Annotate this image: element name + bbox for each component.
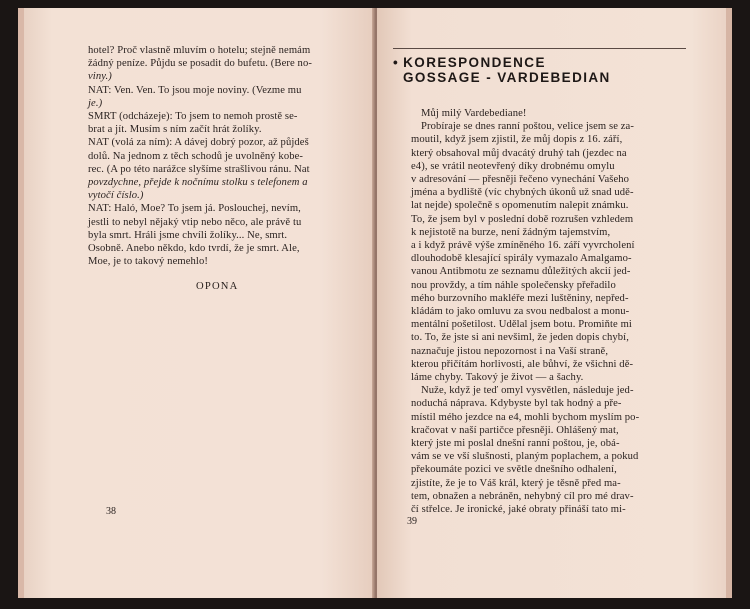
text-line: žádný peníze. Půjdu se posadit do bufetu. (Bere no-: [88, 58, 312, 70]
text-line: dlouhodobě klesající spirály vymazalo Amalgamo-: [411, 253, 632, 265]
text-line: jména a bydliště (víc chybných úkonů už snad udě-: [411, 187, 634, 199]
text-line: naznačuje jistou nepozornost i na Vaší straně,: [411, 345, 609, 357]
text-line: NAT: Ven. Ven. To jsou moje noviny. (Vezme mu: [88, 84, 302, 96]
text-line: rec. (A po této narážce slyšíme strašlivou ránu. Nat: [88, 163, 310, 175]
text-line: moutil, když jsem zjistil, že můj dopis z 16. září,: [411, 134, 623, 146]
text-line: v adresování — přesněji řečeno vynechání Vašeho: [411, 174, 630, 186]
left-page-text: [88, 44, 352, 268]
text-line: jestli to nebyl nějaký vtip nebo něco, ale právě tu: [88, 216, 302, 228]
text-line: Moe, je to takový nemehlo!: [88, 256, 208, 268]
text-line: e4), se vrátil neotevřený díky drobnému omylu: [411, 160, 615, 172]
text-line: SMRT (odcházeje): To jsem to nemoh prostě se-: [88, 111, 298, 123]
text-line: NAT (volá za ním): A dávej dobrý pozor, až půjdeš: [88, 137, 309, 149]
text-line: vám se ve vší slušnosti, planým poplachem, a pokud: [411, 451, 639, 463]
text-line: a i když právě výše zmíněného 16. září vyvrcholení: [411, 240, 635, 252]
text-line: kterou přičítám horlivosti, ale bůhví, že všichni dě-: [411, 358, 634, 370]
salutation: Můj milý Vardebediane!: [421, 108, 527, 119]
page-number-left: 38: [106, 506, 116, 517]
text-line: mého burzovního makléře mezi luštěniny, nepřed-: [411, 292, 629, 304]
text-line: je.): [88, 97, 103, 109]
text-line: Nuže, když je teď omyl vysvětlen, následuje jed-: [421, 385, 634, 397]
curtain-label: OPONA: [196, 281, 239, 293]
section-heading: [393, 48, 686, 85]
text-line: byla smrt. Hráli jsme chvíli žolíky... Ne, smrt.: [88, 229, 288, 241]
bullet-icon: •: [393, 55, 400, 70]
text-line: láme chyby. Takový je život — a šachy.: [411, 372, 584, 384]
text-line: který obsahoval můj dvacátý druhý tah (jezdec na: [411, 147, 627, 159]
text-line: kračovat v naší partičce přesněji. Ohlášený mat,: [411, 424, 619, 436]
text-line: k nejistotě na burze, není žádným tajemstvím,: [411, 226, 611, 238]
text-line: který jste mi poslal dnešní ranní poštou, je, obá-: [411, 438, 620, 450]
text-line: zjistíte, že je to Váš král, který je těsně před ma-: [411, 477, 621, 489]
text-line: lat nejde) společně s opomenutím nalepit známku.: [411, 200, 629, 212]
text-line: To, že jsem byl v poslední době rozrušen vzhledem: [411, 213, 634, 225]
text-line: Osobně. Anebo někdo, kdo tvrdí, že je smrt. Ale,: [88, 243, 300, 255]
text-line: vytočí číslo.): [88, 190, 144, 202]
page-number-right: 39: [407, 516, 417, 527]
text-line: kládám to jako omluvu za svou nedbalost a monu-: [411, 306, 630, 318]
text-line: dolů. Na jednom z těch schodů je uvolněný kobe-: [88, 150, 304, 162]
text-line: NAT: Haló, Moe? To jsem já. Poslouchej, nevím,: [88, 203, 301, 215]
heading-line-2: GOSSAGE - VARDEBEDIAN: [403, 70, 611, 85]
text-line: překoumáte pozici ve světle dnešního odhalení,: [411, 464, 617, 476]
text-line: hotel? Proč vlastně mluvím o hotelu; stejně nemám: [88, 45, 311, 56]
text-line: brat a jít. Musím s ním začít hrát žolíky.: [88, 124, 262, 136]
text-line: nou provždy, a tím náhle společensky přeřadilo: [411, 279, 616, 291]
text-line: viny.): [88, 71, 112, 83]
text-line: Probíraje se dnes ranní poštou, velice jsem se za-: [421, 121, 634, 133]
text-line: noduchá náprava. Kdybyste byl tak hodný a pře-: [411, 398, 622, 410]
text-line: povzdychne, přejde k nočnímu stolku s telefonem a: [88, 177, 308, 189]
right-page: [377, 8, 732, 598]
text-line: čí střelce. Je ironické, jaké obraty přináší tato mi-: [411, 504, 626, 516]
text-line: to. To, že jste si ani nevšiml, že jeden dopis chybí,: [411, 332, 629, 344]
left-page: [18, 8, 374, 598]
right-page-text: [411, 107, 686, 516]
text-line: místil mého jezdce na e4, mohli bychom myslím po-: [411, 411, 640, 423]
heading-line-1: KORESPONDENCE: [403, 55, 546, 70]
text-line: vanou Antibmotu ze seznamu důležitých akcií jed-: [411, 266, 631, 278]
text-line: mentální pošetilost. Udělal jsem botu. Promiňte mi: [411, 319, 632, 331]
text-line: tem, obnažen a nebráněn, nehybný cíl pro mé drav-: [411, 490, 634, 502]
